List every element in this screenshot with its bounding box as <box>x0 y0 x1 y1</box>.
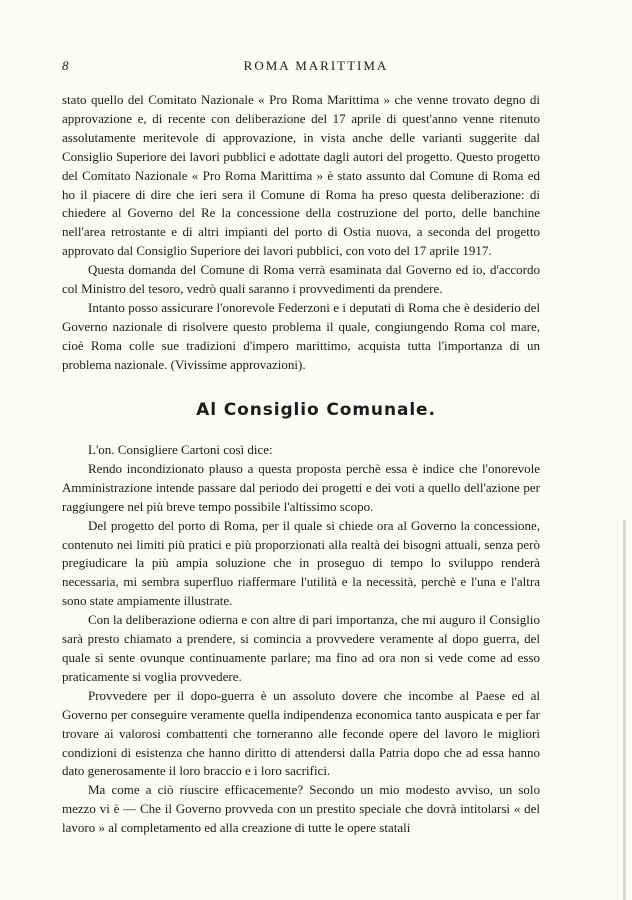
paragraph: Intanto posso assicurare l'onorevole Federzoni e i deputati di Roma che è desiderio del Governo nazionale di risolvere questo problema il quale, congiungendo Roma col mare, cioè Roma colle sue tradizioni d'impero marittimo, acquista tutta l'importanza di un problema nazionale. (Vivissime approvazioni). <box>62 299 540 372</box>
paragraph: Questa domanda del Comune di Roma verrà esaminata dal Governo ed io, d'accordo col Ministro del tesoro, vedrò quali saranno i provvedimenti da prendere. <box>62 262 540 297</box>
section-heading: Al Consiglio Comunale. <box>196 400 436 420</box>
paragraph: Con la deliberazione odierna e con altre di pari importanza, che mi auguro il Consiglio sarà presto chiamato a prendere, si comincia a provvedere veramente al dopo guerra, del quale si sente ovunque continuamente parlare; ma fino ad ora non si vede come ad esso praticamente si voglia provvedere. <box>62 612 540 684</box>
paragraph: Ma come a ciò riuscire efficacemente? Secondo un mio modesto avviso, un solo mezzo vi è — Che il Governo provveda con un prestito speciale che dovrà intitolarsi « del lavoro » al completamento ed alla creazione di tutte le opere statali <box>62 782 540 836</box>
scan-edge-shadow <box>623 520 626 900</box>
paragraph: Provvedere per il dopo-guerra è un assoluto dovere che incombe al Paese ed al Governo per conseguire veramente quella indipendenza economica tanto auspicata e per far trovare ai valorosi combattenti che torneranno alle feconde opere del lavoro le migliori condizioni di esistenza che hanno diritto di attendersi dalla Patria dopo che ad essa hanno dato generosamente il loro braccio e i loro sacrifici. <box>62 687 540 779</box>
running-title: ROMA MARITTIMA <box>243 58 389 73</box>
first-section-text <box>62 91 540 375</box>
speaker-intro: L'on. Consigliere Cartoni così dice: <box>88 442 273 457</box>
page-number: 8 <box>62 58 69 73</box>
paragraph: Rendo incondizionato plauso a questa proposta perchè essa è indice che l'onorevole Amministrazione intende passare dal periodo dei progetti e dei voti a quello dell'azione per raggiungere nel più breve tempo possibile l'altissimo scopo. <box>62 460 540 514</box>
second-section-text <box>62 441 540 838</box>
paragraph: Del progetto del porto di Roma, per il quale si chiede ora al Governo la concessione, contenuto nei limiti più pratici e più proporzionati alla realtà dei bisogni attuali, senza però pregiudicare la più ampia soluzione che in proseguo di tempo lo sviluppo renderà necessaria, mi sembra superfluo riaffermare l'utilità e la necessità, perchè e l'una e l'altra sono state ampiamente illustrate. <box>62 517 540 609</box>
paragraph: stato quello del Comitato Nazionale « Pro Roma Marittima » che venne trovato degno di approvazione e, di recente con deliberazione del 17 aprile di quest'anno venne ritenuto assolutamente meritevole di approvazione, in vista anche delle varianti suggerite dal Consiglio Superiore dei lavori pubblici e adottate dagli autori del progetto. Questo progetto del Comitato Nazionale « Pro Roma Marittima » è stato assunto dal Comune di Roma ed ho il piacere di dire che ieri sera il Comune di Roma ha preso questa deliberazione: di chiedere al Governo del Re la concessione della costruzione del porto, delle banchine nell'area retrostante e di altri impianti del porto di Ostia nuova, a seconda del progetto approvato dal Consiglio Superiore dei lavori pubblici, con voto del 17 aprile 1917. <box>62 92 540 259</box>
